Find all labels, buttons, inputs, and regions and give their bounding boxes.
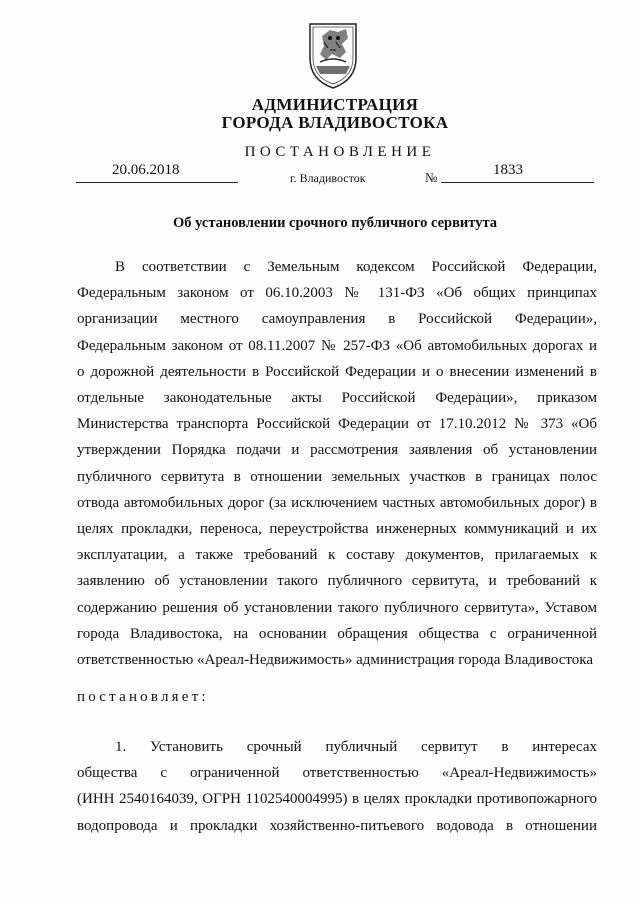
coat-of-arms-icon (302, 18, 364, 90)
preamble-paragraph (77, 254, 597, 673)
preamble-line: публичного сервитута в отношении земельных участков в границах полос (77, 468, 597, 485)
item-line: 1. Установить срочный публичный сервитут в интересах (115, 739, 597, 755)
preamble-line: содержанию решения об установлении такого публичного сервитута», Уставом (77, 599, 597, 616)
number-sign: № (425, 170, 438, 185)
preamble-line: эксплуатации, а также требований к составу документов, прилагаемых к (77, 547, 597, 564)
document-date: 20.06.2018 (112, 162, 180, 178)
document-title: Об установлении срочного публичного сервитута (172, 215, 498, 231)
preamble-line: В соответствии с Земельным кодексом Российской Федерации, (115, 259, 597, 275)
preamble-line: Федеральным законом от 08.11.2007 № 257-ФЗ «Об автомобильных дорогах и (77, 337, 597, 354)
preamble-line: утверждении Порядка подачи и рассмотрения заявления об установлении (77, 442, 597, 459)
preamble-line: Министерства транспорта Российской Федерации от 17.10.2012 № 373 «Об (77, 416, 597, 433)
item-line: общества с ограниченной ответственностью «Ареал-Недвижимость» (77, 765, 597, 782)
preamble-line: отдельные законодательные акты Российской Федерации», приказом (77, 390, 597, 407)
resolves-heading: постановляет: (77, 689, 209, 705)
preamble-line: города Владивостока, на основании обращения общества с ограниченной (77, 625, 597, 642)
item-line: (ИНН 2540164039, ОГРН 1102540004995) в целях прокладки противопожарного (77, 791, 597, 808)
preamble-line: о дорожной деятельности в Российской Федерации и о внесении изменений в (77, 363, 597, 380)
organization-name-line2: ГОРОДА ВЛАДИВОСТОКА (221, 113, 449, 132)
preamble-line: Федеральным законом от 06.10.2003 № 131-ФЗ «Об общих принципах (77, 285, 597, 302)
preamble-line: отвода автомобильных дорог (за исключением частных автомобильных дорог) в (77, 494, 597, 511)
organization-name-line1: АДМИНИСТРАЦИЯ (251, 95, 419, 114)
number-underline (441, 182, 594, 183)
item-line: водопровода и прокладки хозяйственно-питьевого водовода в отношении (77, 817, 597, 834)
date-underline (76, 182, 238, 183)
item-1-paragraph (77, 734, 597, 839)
preamble-line: организации местного самоуправления в Российской Федерации», (77, 311, 597, 328)
document-city: г. Владивосток (290, 171, 366, 185)
document-number: 1833 (493, 162, 523, 178)
preamble-line: целях прокладки, переноса, переустройства инженерных коммуникаций и их (77, 521, 597, 538)
preamble-line: заявлению об установлении такого публичного сервитута, и требований к (77, 573, 597, 590)
preamble-line: ответственностью «Ареал-Недвижимость» администрация города Владивостока (77, 652, 593, 669)
document-type: ПОСТАНОВЛЕНИЕ (244, 144, 436, 160)
